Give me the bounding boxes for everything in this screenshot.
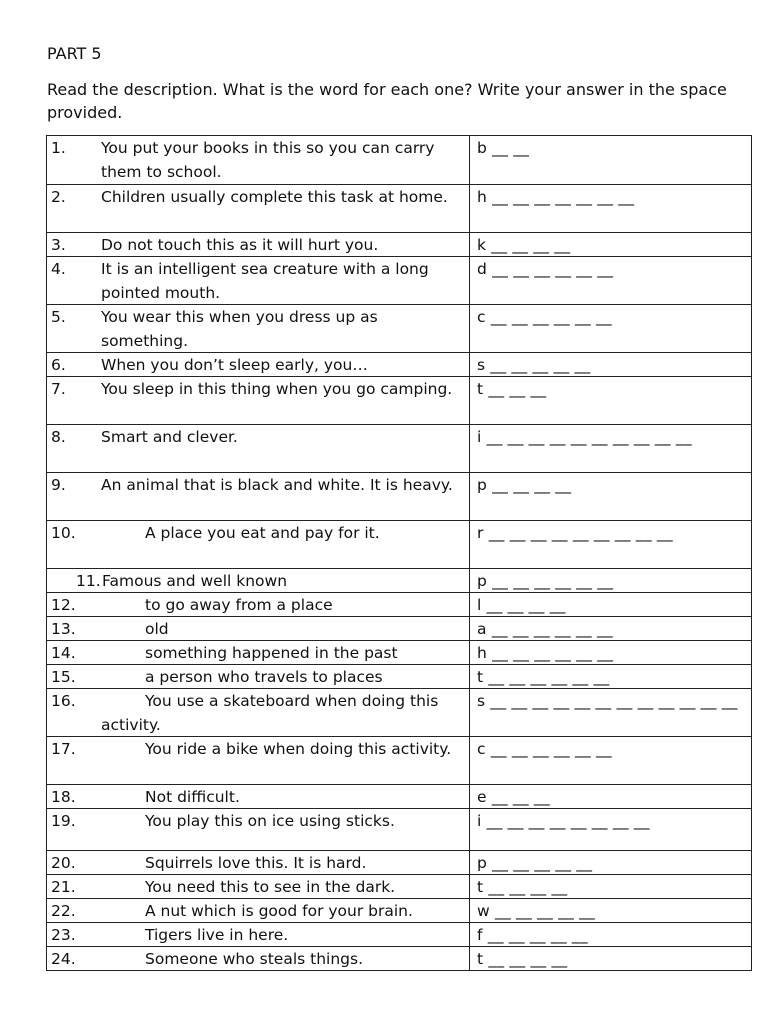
question-cell xyxy=(47,305,470,352)
answer-cell[interactable]: w __ __ __ __ __ xyxy=(477,902,596,920)
question-text: Someone who steals things. xyxy=(145,950,364,968)
question-cell xyxy=(47,689,470,736)
table-row xyxy=(47,922,751,946)
question-cell xyxy=(47,923,470,946)
question-number: 2. xyxy=(51,188,66,206)
question-cell xyxy=(47,809,470,850)
answer-cell[interactable]: a __ __ __ __ __ __ xyxy=(477,620,613,638)
table-row xyxy=(47,424,751,472)
table-row xyxy=(47,898,751,922)
question-text: A place you eat and pay for it. xyxy=(145,524,380,542)
answer-cell[interactable]: c __ __ __ __ __ __ xyxy=(477,308,612,326)
question-cell xyxy=(47,569,470,592)
answer-cell[interactable]: b __ __ xyxy=(477,139,530,157)
question-cell xyxy=(47,185,470,232)
answer-cell[interactable]: f __ __ __ __ __ xyxy=(477,926,588,944)
question-cell xyxy=(47,617,470,640)
question-text: Squirrels love this. It is hard. xyxy=(145,854,367,872)
question-cell xyxy=(47,785,470,808)
question-cell xyxy=(47,899,470,922)
question-table xyxy=(46,135,752,971)
answer-cell[interactable]: t __ __ __ __ __ __ xyxy=(477,668,610,686)
answer-cell[interactable]: i __ __ __ __ __ __ __ __ xyxy=(477,812,650,830)
question-text: Children usually complete this task at home. xyxy=(101,188,448,206)
question-number: 21. xyxy=(51,878,76,896)
answer-cell[interactable]: t __ __ __ __ xyxy=(477,878,568,896)
answer-cell[interactable]: t __ __ __ __ xyxy=(477,950,568,968)
answer-cell[interactable]: h __ __ __ __ __ __ __ xyxy=(477,188,635,206)
question-text: An animal that is black and white. It is heavy. xyxy=(101,476,453,494)
question-number: 12. xyxy=(51,596,76,614)
question-text: Famous and well known xyxy=(102,572,288,590)
question-number: 18. xyxy=(51,788,76,806)
answer-cell[interactable]: k __ __ __ __ xyxy=(477,236,571,254)
question-text: You need this to see in the dark. xyxy=(145,878,396,896)
question-cell xyxy=(47,947,470,970)
question-text: You use a skateboard when doing this activity. xyxy=(101,692,439,734)
question-text: something happened in the past xyxy=(145,644,398,662)
question-number: 7. xyxy=(51,380,66,398)
question-number: 20. xyxy=(51,854,76,872)
question-text: You put your books in this so you can carry them to school. xyxy=(101,139,435,181)
answer-cell[interactable]: r __ __ __ __ __ __ __ __ __ xyxy=(477,524,673,542)
question-cell xyxy=(47,665,470,688)
question-text: a person who travels to places xyxy=(145,668,383,686)
table-row xyxy=(47,688,751,736)
question-cell xyxy=(47,641,470,664)
table-row xyxy=(47,946,751,970)
question-number: 8. xyxy=(51,428,66,446)
answer-cell[interactable]: p __ __ __ __ __ __ xyxy=(477,572,614,590)
question-text: You sleep in this thing when you go camping. xyxy=(101,380,453,398)
question-number: 6. xyxy=(51,356,66,374)
question-number: 3. xyxy=(51,236,66,254)
question-text: to go away from a place xyxy=(145,596,333,614)
table-row xyxy=(47,568,751,592)
question-number: 14. xyxy=(51,644,76,662)
answer-cell[interactable]: p __ __ __ __ __ xyxy=(477,854,593,872)
answer-cell[interactable]: h __ __ __ __ __ __ xyxy=(477,644,614,662)
question-number: 24. xyxy=(51,950,76,968)
question-number: 4. xyxy=(51,260,66,278)
table-row xyxy=(47,784,751,808)
table-row xyxy=(47,850,751,874)
question-text: It is an intelligent sea creature with a long pointed mouth. xyxy=(101,260,429,302)
answer-cell[interactable]: l __ __ __ __ xyxy=(477,596,566,614)
question-number: 11. xyxy=(76,572,101,590)
table-row xyxy=(47,640,751,664)
question-number: 13. xyxy=(51,620,76,638)
question-number: 16. xyxy=(51,692,76,710)
question-cell xyxy=(47,233,470,256)
question-number: 19. xyxy=(51,812,76,830)
table-row xyxy=(47,664,751,688)
answer-cell[interactable]: d __ __ __ __ __ __ xyxy=(477,260,614,278)
question-text: Smart and clever. xyxy=(101,428,238,446)
question-text: Not difficult. xyxy=(145,788,240,806)
table-row xyxy=(47,616,751,640)
table-row xyxy=(47,520,751,568)
table-row xyxy=(47,136,751,184)
question-cell xyxy=(47,521,470,568)
question-text: You play this on ice using sticks. xyxy=(145,812,395,830)
question-cell xyxy=(47,136,470,184)
question-number: 10. xyxy=(51,524,76,542)
question-cell xyxy=(47,353,470,376)
table-row xyxy=(47,808,751,850)
table-row xyxy=(47,472,751,520)
question-number: 22. xyxy=(51,902,76,920)
question-cell xyxy=(47,473,470,520)
table-row xyxy=(47,256,751,304)
table-row xyxy=(47,376,751,424)
question-text: When you don’t sleep early, you… xyxy=(101,356,368,374)
question-cell xyxy=(47,593,470,616)
question-cell xyxy=(47,377,470,424)
instructions: Read the description. What is the word for each one? Write your answer in the space provided. xyxy=(47,80,727,122)
answer-cell[interactable]: c __ __ __ __ __ __ xyxy=(477,740,612,758)
question-number: 1. xyxy=(51,139,66,157)
table-row xyxy=(47,736,751,784)
question-number: 15. xyxy=(51,668,76,686)
question-number: 23. xyxy=(51,926,76,944)
table-row xyxy=(47,592,751,616)
answer-cell[interactable]: e __ __ __ xyxy=(477,788,550,806)
question-number: 9. xyxy=(51,476,66,494)
question-number: 17. xyxy=(51,740,76,758)
question-text: Do not touch this as it will hurt you. xyxy=(101,236,379,254)
table-row xyxy=(47,184,751,232)
answer-cell[interactable]: s __ __ __ __ __ xyxy=(477,356,591,374)
question-number: 5. xyxy=(51,308,66,326)
answer-cell[interactable]: p __ __ __ __ xyxy=(477,476,572,494)
table-row xyxy=(47,232,751,256)
answer-cell[interactable]: s __ __ __ __ __ __ __ __ __ __ __ __ xyxy=(477,692,738,710)
table-row xyxy=(47,304,751,352)
question-cell xyxy=(47,425,470,472)
table-row xyxy=(47,874,751,898)
page-title: PART 5 xyxy=(47,44,102,63)
question-cell xyxy=(47,851,470,874)
table-row xyxy=(47,352,751,376)
question-cell xyxy=(47,875,470,898)
answer-cell[interactable]: t __ __ __ xyxy=(477,380,547,398)
question-text: You wear this when you dress up as something. xyxy=(101,308,378,350)
question-text: Tigers live in here. xyxy=(145,926,289,944)
question-text: You ride a bike when doing this activity. xyxy=(145,740,452,758)
question-cell xyxy=(47,737,470,784)
answer-cell[interactable]: i __ __ __ __ __ __ __ __ __ __ xyxy=(477,428,692,446)
question-text: old xyxy=(145,620,169,638)
question-cell xyxy=(47,257,470,304)
question-text: A nut which is good for your brain. xyxy=(145,902,413,920)
